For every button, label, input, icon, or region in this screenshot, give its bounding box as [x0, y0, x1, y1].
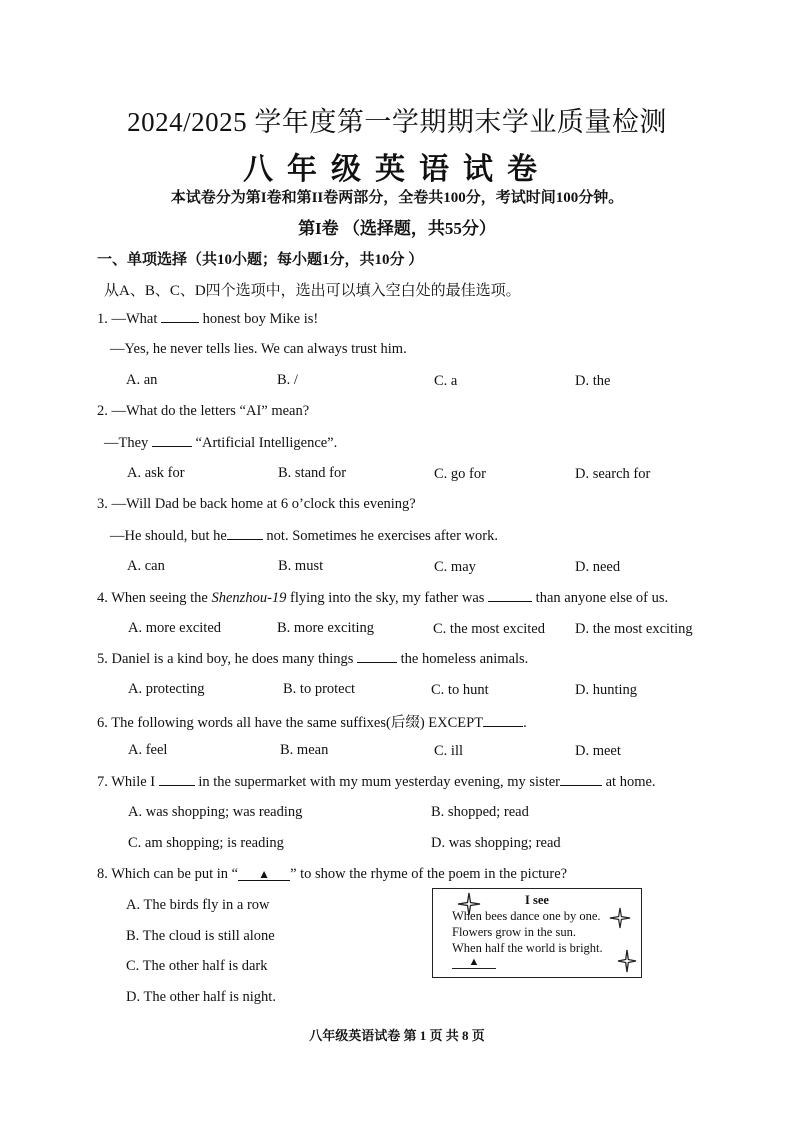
answer-blank — [238, 868, 290, 881]
exam-title: 2024/2025 学年度第一学期期末学业质量检测 — [127, 107, 667, 137]
option-d: D. The other half is night. — [126, 989, 276, 1005]
page-footer: 八年级英语试卷 第 1 页 共 8 页 — [309, 1028, 485, 1043]
question-text: ” to show the rhyme of the poem in the picture? — [290, 866, 568, 882]
option-b: B. more exciting — [277, 620, 375, 636]
question-7 — [97, 773, 656, 791]
option-c: C. may — [434, 559, 476, 575]
option-d: D. the most exciting — [575, 621, 693, 637]
question-text: at home. — [605, 774, 656, 790]
question-text: 4. When seeing the — [97, 590, 212, 606]
dialogue-line: —Yes, he never tells lies. We can always trust him. — [110, 341, 407, 357]
star-icon — [617, 949, 637, 973]
question-text: 8. Which can be put in “ — [97, 866, 239, 882]
option-c: C. go for — [434, 466, 486, 482]
option-a: A. ask for — [127, 465, 185, 481]
part-heading: 第I卷 （选择题，共55分） — [298, 219, 496, 238]
option-d: D. hunting — [575, 682, 638, 698]
option-a: A. an — [126, 372, 158, 388]
section-instruction: 从A、B、C、D四个选项中，选出可以填入空白处的最佳选项。 — [104, 283, 521, 299]
poem-blank-line — [452, 956, 496, 969]
poem-line: When half the world is bright. — [452, 941, 603, 955]
option-a: A. protecting — [128, 681, 205, 697]
option-a: A. feel — [128, 742, 168, 758]
poem-picture — [432, 888, 642, 978]
answer-blank — [152, 434, 192, 447]
poem-line: Flowers grow in the sun. — [452, 925, 576, 939]
question-4 — [97, 589, 668, 607]
option-b: B. must — [278, 558, 324, 574]
option-d: D. the — [575, 373, 611, 389]
answer-blank — [560, 773, 602, 786]
answer-blank — [483, 714, 523, 727]
triangle-mark-icon: ▲ — [468, 956, 480, 968]
option-b: B. shopped; read — [431, 804, 529, 820]
question-text: in the supermarket with my mum yesterday evening, my sister — [198, 774, 560, 790]
option-c: C. ill — [434, 743, 464, 759]
dialogue-line — [110, 527, 498, 545]
option-d: D. need — [575, 559, 621, 575]
question-3: 3. —Will Dad be back home at 6 o’clock this evening? — [97, 496, 416, 512]
option-c: C. The other half is dark — [126, 958, 268, 974]
option-c: C. am shopping; is reading — [128, 835, 284, 851]
question-text: honest boy Mike is! — [202, 311, 319, 327]
option-b: B. to protect — [283, 681, 356, 697]
option-d: D. meet — [575, 743, 621, 759]
question-text: flying into the sky, my father was — [286, 590, 485, 606]
option-c: C. to hunt — [431, 682, 489, 698]
question-6 — [97, 711, 527, 732]
answer-blank — [488, 589, 532, 602]
option-a: A. was shopping; was reading — [128, 804, 303, 820]
option-c: C. the most excited — [433, 621, 545, 637]
question-text: not. Sometimes he exercises after work. — [266, 528, 498, 544]
answer-blank — [161, 310, 199, 323]
answer-blank — [357, 650, 397, 663]
question-text: the homeless animals. — [400, 651, 529, 667]
question-2: 2. —What do the letters “AI” mean? — [97, 403, 310, 419]
option-b: B. The cloud is still alone — [126, 928, 275, 944]
star-icon — [609, 907, 631, 929]
poem-line: When bees dance one by one. — [452, 909, 601, 923]
exam-intro: 本试卷分为第I卷和第II卷两部分，全卷共100分，考试时间100分钟。 — [170, 190, 624, 206]
question-text: than anyone else of us. — [535, 590, 669, 606]
poem-title: I see — [525, 893, 549, 907]
exam-subtitle: 八年级英语试卷 — [243, 153, 551, 186]
question-text: 5. Daniel is a kind boy, he does many things — [97, 651, 354, 667]
dialogue-line — [104, 434, 337, 452]
question-5 — [97, 650, 528, 668]
answer-blank — [159, 773, 195, 786]
question-text: “Artificial Intelligence”. — [195, 435, 338, 451]
question-1 — [97, 310, 318, 328]
option-c: C. a — [434, 373, 458, 389]
question-text: 7. While I — [97, 774, 156, 790]
option-b: B. / — [277, 372, 298, 388]
option-a: A. can — [127, 558, 165, 574]
question-text: —He should, but he — [110, 528, 227, 544]
question-text: 6. The following words all have the same suffixes(后缀) EXCEPT — [97, 715, 484, 731]
section-heading: 一、单项选择（共10小题；每小题1分，共10分 ） — [97, 252, 424, 268]
triangle-mark-icon: ▲ — [258, 867, 271, 881]
option-d: D. search for — [575, 466, 651, 482]
option-d: D. was shopping; read — [431, 835, 561, 851]
answer-blank — [227, 527, 263, 540]
option-a: A. The birds fly in a row — [126, 897, 270, 913]
option-b: B. mean — [280, 742, 329, 758]
option-a: A. more excited — [128, 620, 222, 636]
question-8 — [97, 866, 567, 883]
spacecraft-name: Shenzhou-19 — [211, 590, 287, 606]
question-text: 1. —What — [97, 311, 158, 327]
option-b: B. stand for — [278, 465, 347, 481]
question-text: —They — [104, 435, 149, 451]
question-text: . — [523, 715, 527, 731]
